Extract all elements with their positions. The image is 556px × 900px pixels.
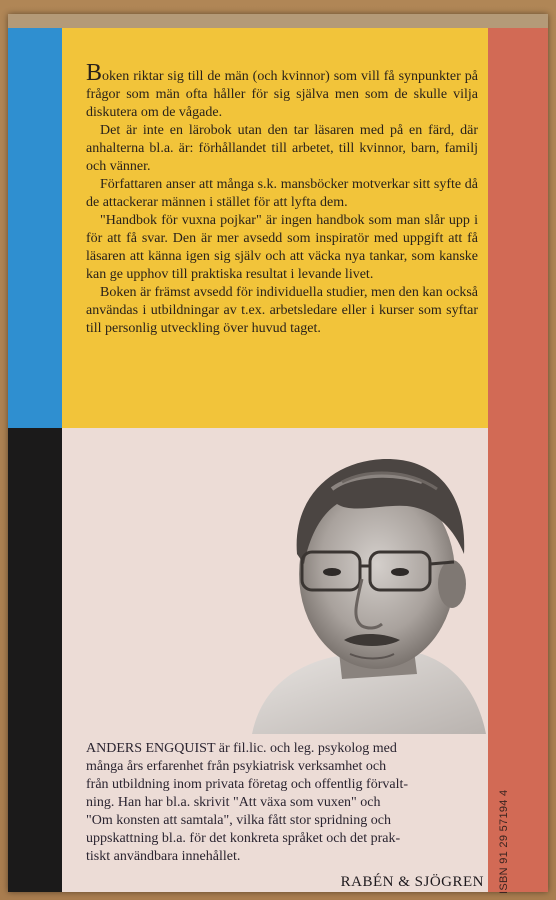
book-back-cover [8,14,548,892]
blurb-paragraph: Boken riktar sig till de män (och kvinnor) som vill få synpunkter på frågor som män ofta håller för sig själva men som de skulle vilja diskutera om de vågade. [86,60,478,120]
blurb-paragraph: "Handbok för vuxna pojkar" är ingen handbok som man slår upp i för att få svar. Den är mer avsedd som inspiratör med uppgift att få läsaren att känna igen sig själv och att väcka nya tankar, som kanske kan ge upphov till praktiska resultat i levande livet. [86,213,478,282]
isbn-number: ISBN 91 29 57194 4 [498,789,510,894]
red-color-strip [488,28,548,892]
bio-line: ANDERS ENGQUIST är fil.lic. och leg. psykolog med [86,741,397,756]
black-color-strip [8,428,62,892]
blurb-paragraph: Boken är främst avsedd för individuella studier, men den kan också användas i utbildningar av t.ex. arbetsledare eller i kurser som syftar till personlig utveckling över huvud taget. [86,285,478,336]
bio-line: "Om konsten att samtala", vilka fått stor spridning och [86,813,391,828]
publisher-name: RABÉN & SJÖGREN [340,874,484,890]
blurb-paragraph: Författaren anser att många s.k. mansböcker motverkar sitt syfte då de attackerar männen i stället för att lyfta dem. [86,177,478,210]
author-portrait-photo [242,434,486,734]
bio-line: ning. Han har bl.a. skrivit "Att växa som vuxen" och [86,795,381,810]
back-cover-blurb [86,60,478,338]
bio-line: många års erfarenhet från psykiatrisk verksamhet och [86,759,387,774]
blurb-paragraph: Det är inte en lärobok utan den tar läsaren med på en färd, där anhalterna bl.a. är: förhållandet till arbetet, till kvinnor, barn, familj och vänner. [86,123,478,174]
bio-line: uppskattning bl.a. för det konkreta språket och det prak- [86,831,401,846]
bio-line: från utbildning inom privata företag och offentlig förvalt- [86,777,409,792]
author-biography [86,740,486,866]
cover-top-edge [8,14,548,28]
bio-line: tiskt användbara innehållet. [86,849,241,864]
blue-color-strip [8,28,62,428]
